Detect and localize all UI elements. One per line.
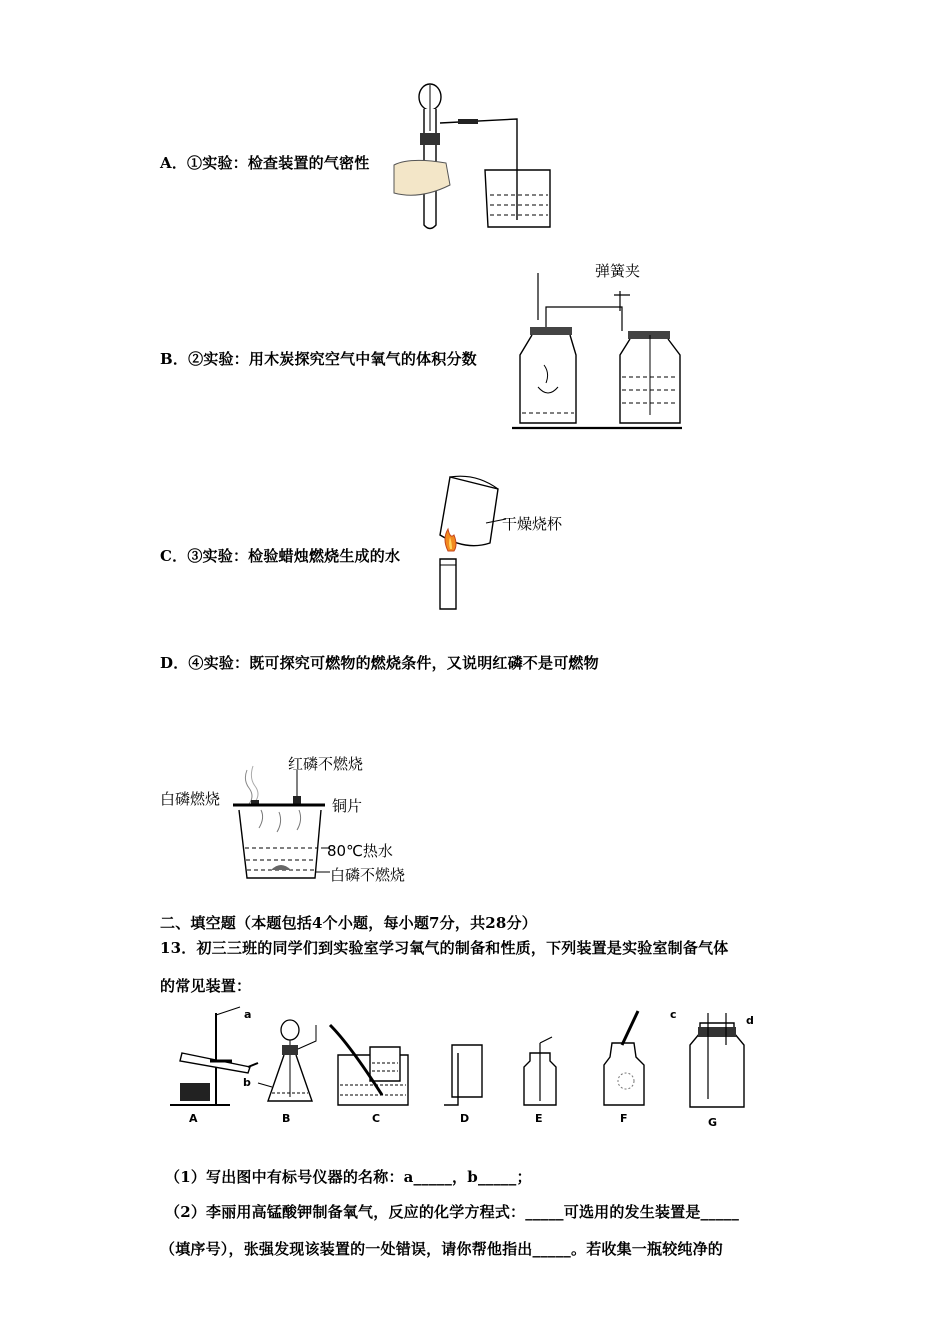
- question-part-1: （1）写出图中有标号仪器的名称：a_____，b_____；: [165, 1168, 532, 1186]
- question-part-2-line2: （填序号），张强发现该装置的一处错误，请你帮他指出_____。若收集一瓶较纯净的: [160, 1240, 724, 1258]
- apparatus-label-f: F: [620, 1112, 628, 1125]
- white-phosphorus-noburn-label: 白磷不燃烧: [330, 866, 406, 884]
- question-13-line2: 的常见装置：: [160, 977, 252, 995]
- lab-apparatus-row-figure: [160, 1005, 790, 1135]
- question-13-line1: 13．初三三班的同学们到实验室学习氧气的制备和性质，下列装置是实验室制备气体: [160, 939, 729, 957]
- apparatus-label-e: E: [535, 1112, 543, 1125]
- apparatus-label-g: G: [708, 1116, 718, 1129]
- hot-water-label: 80℃热水: [327, 842, 393, 860]
- option-c: C．③实验：检验蜡烛燃烧生成的水: [160, 547, 401, 565]
- airtightness-apparatus-figure: [380, 75, 570, 235]
- white-phosphorus-burning-label: 白磷燃烧: [160, 790, 221, 808]
- question-part-2-line1: （2）李丽用高锰酸钾制备氧气，反应的化学方程式：_____可选用的发生装置是_____: [165, 1203, 740, 1221]
- instrument-mark-c: c: [670, 1008, 677, 1021]
- red-phosphorus-label: 红磷不燃烧: [288, 755, 364, 773]
- dry-beaker-label: 干燥烧杯: [502, 515, 563, 533]
- option-b: B．②实验：用木炭探究空气中氧气的体积分数: [160, 350, 477, 368]
- instrument-mark-b: b: [243, 1076, 251, 1089]
- instrument-mark-d: d: [746, 1014, 754, 1027]
- apparatus-label-d: D: [460, 1112, 470, 1125]
- apparatus-label-a: A: [189, 1112, 198, 1125]
- candle-water-apparatus-figure: [420, 465, 530, 615]
- clip-label: 弹簧夹: [595, 262, 641, 280]
- apparatus-label-c: C: [372, 1112, 381, 1125]
- copper-sheet-label: 铜片: [332, 797, 363, 815]
- option-a: A．①实验：检查装置的气密性: [160, 154, 370, 172]
- option-d: D．④实验：既可探究可燃物的燃烧条件，又说明红磷不是可燃物: [160, 654, 599, 672]
- charcoal-oxygen-apparatus-figure: [510, 265, 690, 435]
- apparatus-label-b: B: [282, 1112, 291, 1125]
- section-heading: 二、填空题（本题包括4个小题，每小题7分，共28分）: [160, 914, 537, 932]
- instrument-mark-a: a: [244, 1008, 252, 1021]
- combustion-conditions-apparatus-figure: [225, 760, 335, 885]
